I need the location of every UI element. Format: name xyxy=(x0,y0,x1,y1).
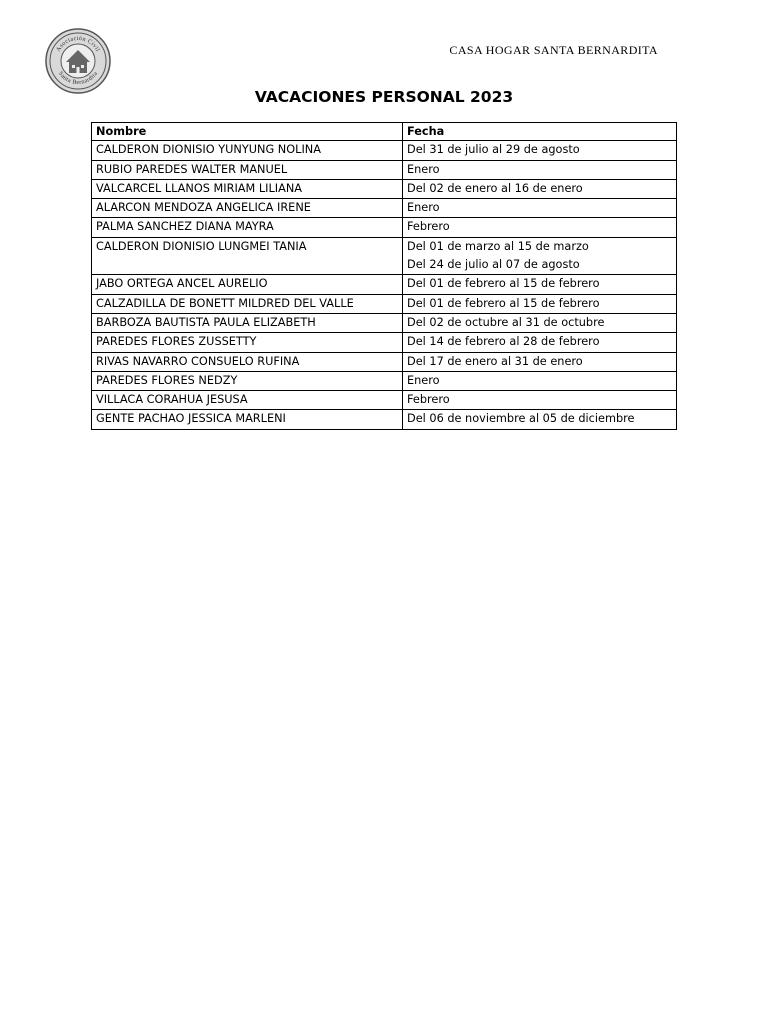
vacation-date-text: Del 31 de julio al 29 de agosto xyxy=(407,143,580,157)
vacation-date-cell xyxy=(403,199,677,218)
vacation-date-text: Del 06 de noviembre al 05 de diciembre xyxy=(407,412,635,426)
svg-text:Asociación Civil: Asociación Civil xyxy=(54,34,102,53)
employee-name-cell: CALZADILLA DE BONETT MILDRED DEL VALLE xyxy=(92,294,403,313)
vacation-date-text: Del 17 de enero al 31 de enero xyxy=(407,354,583,368)
vacation-date-text: Enero xyxy=(407,201,440,215)
vacation-date-text: Enero xyxy=(407,162,440,176)
table-row xyxy=(92,352,677,371)
table-row xyxy=(92,294,677,313)
employee-name-cell: VILLACA CORAHUA JESUSA xyxy=(92,391,403,410)
vacation-date-cell xyxy=(403,352,677,371)
table-row xyxy=(92,179,677,198)
vacation-date-cell xyxy=(403,333,677,352)
vacation-date-text: Del 24 de julio al 07 de agosto xyxy=(407,258,580,272)
vacation-date-text: Enero xyxy=(407,373,440,387)
vacation-date-cell xyxy=(403,391,677,410)
table-row xyxy=(92,199,677,218)
vacation-date-cell xyxy=(403,237,677,275)
employee-name-cell: BARBOZA BAUTISTA PAULA ELIZABETH xyxy=(92,313,403,332)
table-row xyxy=(92,371,677,390)
vacation-date-cell xyxy=(403,160,677,179)
employee-name-cell: PAREDES FLORES NEDZY xyxy=(92,371,403,390)
organization-name: CASA HOGAR SANTA BERNARDITA xyxy=(449,43,658,57)
table-row xyxy=(92,218,677,237)
vacation-date-text: Del 01 de marzo al 15 de marzo xyxy=(407,239,589,253)
employee-name-cell: PAREDES FLORES ZUSSETTY xyxy=(92,333,403,352)
table-row xyxy=(92,141,677,160)
vacation-date-cell xyxy=(403,275,677,294)
vacation-date-text: Del 01 de febrero al 15 de febrero xyxy=(407,277,600,291)
vacation-date-cell xyxy=(403,218,677,237)
vacation-date-text: Febrero xyxy=(407,393,450,407)
table-row xyxy=(92,160,677,179)
employee-name-cell: ALARCON MENDOZA ANGELICA IRENE xyxy=(92,199,403,218)
table-row xyxy=(92,333,677,352)
vacation-date-cell xyxy=(403,179,677,198)
table-row xyxy=(92,275,677,294)
page-title: VACACIONES PERSONAL 2023 xyxy=(254,88,514,106)
vacation-date-cell xyxy=(403,141,677,160)
employee-name-cell: CALDERON DIONISIO LUNGMEI TANIA xyxy=(92,237,403,275)
employee-name-cell: VALCARCEL LLANOS MIRIAM LILIANA xyxy=(92,179,403,198)
table-header-row xyxy=(92,123,677,141)
table-row xyxy=(92,237,677,275)
employee-name-cell: RIVAS NAVARRO CONSUELO RUFINA xyxy=(92,352,403,371)
vacation-date-cell xyxy=(403,294,677,313)
vacation-table xyxy=(91,122,677,430)
organization-seal-logo xyxy=(45,28,111,94)
column-header-nombre: Nombre xyxy=(92,123,403,141)
table-row xyxy=(92,391,677,410)
employee-name-cell: CALDERON DIONISIO YUNYUNG NOLINA xyxy=(92,141,403,160)
employee-name-cell: PALMA SANCHEZ DIANA MAYRA xyxy=(92,218,403,237)
employee-name-cell: RUBIO PAREDES WALTER MANUEL xyxy=(92,160,403,179)
table-row xyxy=(92,410,677,429)
employee-name-cell: GENTE PACHAO JESSICA MARLENI xyxy=(92,410,403,429)
vacation-date-text: Del 14 de febrero al 28 de febrero xyxy=(407,335,600,349)
employee-name-cell: JABO ORTEGA ANCEL AURELIO xyxy=(92,275,403,294)
vacation-date-text: Del 01 de febrero al 15 de febrero xyxy=(407,296,600,310)
vacation-date-text: Del 02 de enero al 16 de enero xyxy=(407,181,583,195)
vacation-date-text: Del 02 de octubre al 31 de octubre xyxy=(407,315,605,329)
vacation-date-cell xyxy=(403,371,677,390)
svg-text:Santa Bernardita: Santa Bernardita xyxy=(56,70,100,87)
vacation-date-text: Febrero xyxy=(407,220,450,234)
vacation-date-cell xyxy=(403,410,677,429)
table-row xyxy=(92,313,677,332)
column-header-fecha: Fecha xyxy=(403,123,677,141)
vacation-date-cell xyxy=(403,313,677,332)
table-body xyxy=(92,141,677,429)
